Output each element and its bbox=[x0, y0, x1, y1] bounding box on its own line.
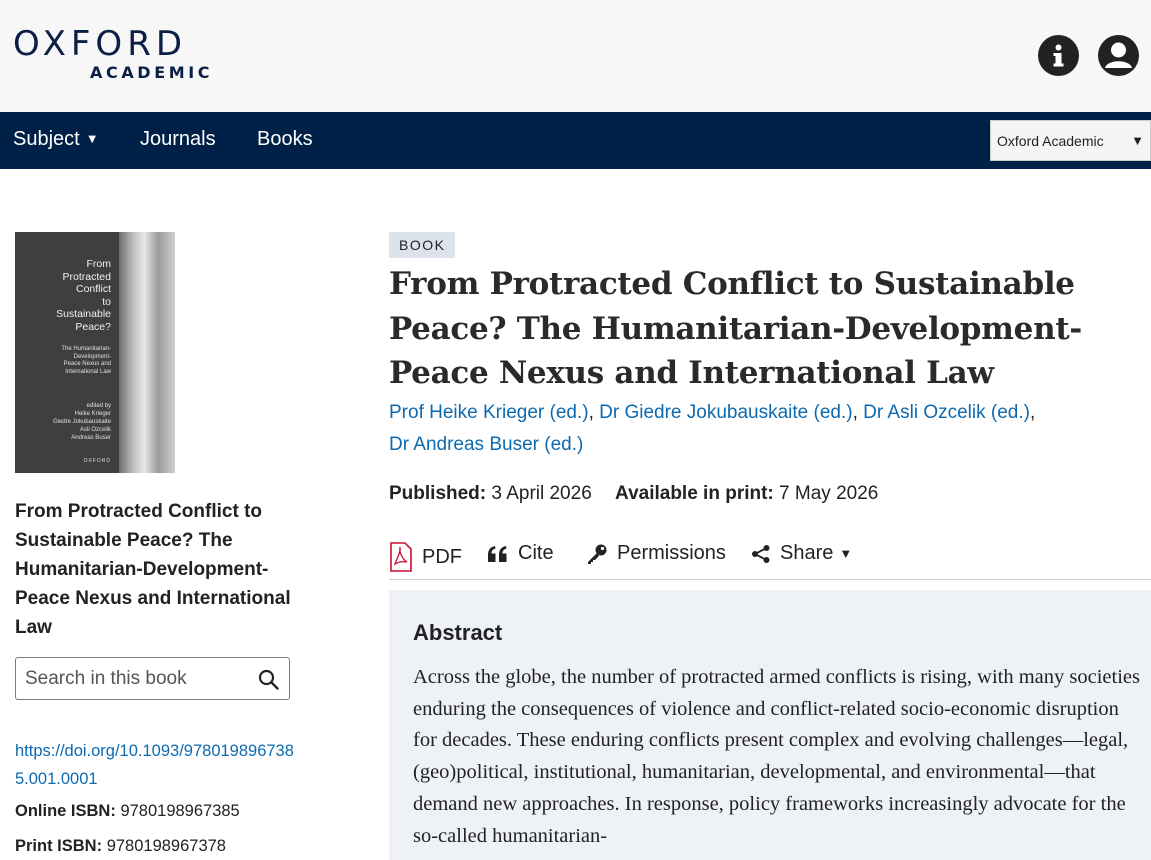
print-isbn bbox=[15, 837, 226, 856]
cover-title-line: Conflict bbox=[75, 283, 111, 295]
cover-subtitle-line: International Law bbox=[65, 368, 111, 375]
caret-down-icon: ▼ bbox=[85, 131, 99, 146]
cover-subtitle bbox=[61, 346, 111, 376]
permissions-label: Permissions bbox=[617, 542, 726, 564]
main-navbar bbox=[0, 112, 1151, 169]
cover-title-line: Protracted bbox=[62, 270, 111, 283]
site-select-value: Oxford Academic bbox=[997, 132, 1104, 149]
cover-title-line: to bbox=[102, 295, 111, 308]
cover-subtitle-line: Peace Nexus and bbox=[63, 361, 111, 367]
nav-subject-label: Subject bbox=[13, 128, 80, 150]
logo-oxford-text: OXFORD bbox=[13, 24, 188, 64]
available-in-print-label: Available in print: bbox=[615, 483, 774, 504]
cover-editors bbox=[53, 402, 111, 442]
nav-subject[interactable] bbox=[13, 128, 99, 151]
pdf-label: PDF bbox=[422, 545, 462, 568]
account-icon[interactable] bbox=[1098, 35, 1139, 76]
share-label: Share bbox=[780, 542, 834, 564]
search-in-book-input[interactable] bbox=[25, 667, 250, 691]
cover-title bbox=[56, 258, 111, 333]
info-icon[interactable] bbox=[1038, 35, 1079, 76]
cover-editor-line: Heike Krieger bbox=[74, 411, 111, 417]
logo-academic-text: ACADEMIC bbox=[90, 63, 214, 82]
author-link[interactable]: Dr Asli Ozcelik (ed.) bbox=[863, 402, 1030, 423]
published-date: 3 April 2026 bbox=[491, 483, 592, 504]
page-title: From Protracted Conflict to Sustainable Peace? The Humanitarian-Development-Peace Nexus and International Law bbox=[389, 266, 1082, 391]
author-link[interactable]: Dr Andreas Buser (ed.) bbox=[389, 434, 584, 455]
cover-subtitle-line: Development- bbox=[73, 353, 111, 360]
share-button[interactable] bbox=[751, 542, 852, 565]
publication-info bbox=[389, 483, 878, 505]
cover-subtitle-line: The Humanitarian- bbox=[61, 346, 111, 352]
site-select[interactable] bbox=[990, 120, 1151, 161]
cite-label: Cite bbox=[518, 542, 554, 564]
print-isbn-label: Print ISBN: bbox=[15, 837, 103, 855]
cover-texture bbox=[119, 232, 175, 473]
cover-title-line: From bbox=[86, 258, 111, 270]
abstract-heading: Abstract bbox=[413, 620, 503, 645]
sidebar-book-title: From Protracted Conflict to Sustainable Peace? The Humanitarian-Development-Peace Nexus and International Law bbox=[15, 501, 291, 638]
online-isbn-value: 9780198967385 bbox=[120, 802, 240, 820]
cover-publisher: OXFORD bbox=[83, 458, 111, 464]
top-header bbox=[0, 0, 1151, 112]
oxford-academic-logo[interactable] bbox=[13, 26, 223, 86]
cover-title-line: Sustainable bbox=[56, 308, 111, 320]
doi-link[interactable]: https://doi.org/10.1093/9780198967385.001.0001 bbox=[15, 742, 294, 788]
cover-editor-line: Asli Ozcelik bbox=[79, 427, 111, 433]
print-date: 7 May 2026 bbox=[779, 483, 879, 504]
author-list: Prof Heike Krieger (ed.), Dr Giedre Jokubauskaite (ed.), Dr Asli Ozcelik (ed.), Dr Andreas Buser (ed.) bbox=[389, 402, 1036, 455]
book-cover[interactable] bbox=[15, 232, 175, 473]
print-isbn-value: 9780198967378 bbox=[106, 837, 226, 855]
cover-editor-line: Andreas Buser bbox=[71, 435, 111, 441]
caret-down-icon: ▼ bbox=[1131, 133, 1144, 148]
key-icon bbox=[586, 543, 608, 565]
quote-icon bbox=[487, 545, 509, 563]
caret-down-icon: ▼ bbox=[839, 546, 853, 561]
abstract-text: Across the globe, the number of protracted armed conflicts is rising, with many societies enduring the consequences of violence and conflict-related socio-economic disruption for decades. These enduring conflicts present complex and evolving challenges—legal, (geo)political, institutional, humanitarian, developmental, and environmental—that demand new approaches. In response, policy frameworks increasingly advocate for the so-called humanitarian- bbox=[413, 666, 1140, 847]
cover-title-line: Peace? bbox=[75, 320, 111, 333]
book-search-box bbox=[15, 657, 290, 700]
pdf-icon bbox=[389, 542, 413, 572]
article-toolbar bbox=[389, 538, 1151, 580]
pdf-button[interactable] bbox=[389, 542, 462, 572]
cover-editor-line: Giedre Jokubauskaite bbox=[52, 419, 111, 425]
published-label: Published: bbox=[389, 483, 487, 504]
cover-editor-line: edited by bbox=[86, 403, 111, 409]
online-isbn-label: Online ISBN: bbox=[15, 802, 116, 820]
share-icon bbox=[751, 544, 771, 564]
permissions-button[interactable] bbox=[586, 542, 726, 565]
author-link[interactable]: Prof Heike Krieger (ed.) bbox=[389, 402, 589, 423]
content-type-badge: BOOK bbox=[389, 232, 455, 258]
author-link[interactable]: Dr Giedre Jokubauskaite (ed.) bbox=[599, 402, 853, 423]
nav-journals[interactable]: Journals bbox=[140, 128, 216, 150]
cite-button[interactable] bbox=[487, 542, 554, 565]
abstract-panel bbox=[389, 590, 1151, 860]
search-icon[interactable] bbox=[258, 669, 279, 690]
online-isbn bbox=[15, 802, 240, 821]
nav-books[interactable]: Books bbox=[257, 128, 313, 150]
